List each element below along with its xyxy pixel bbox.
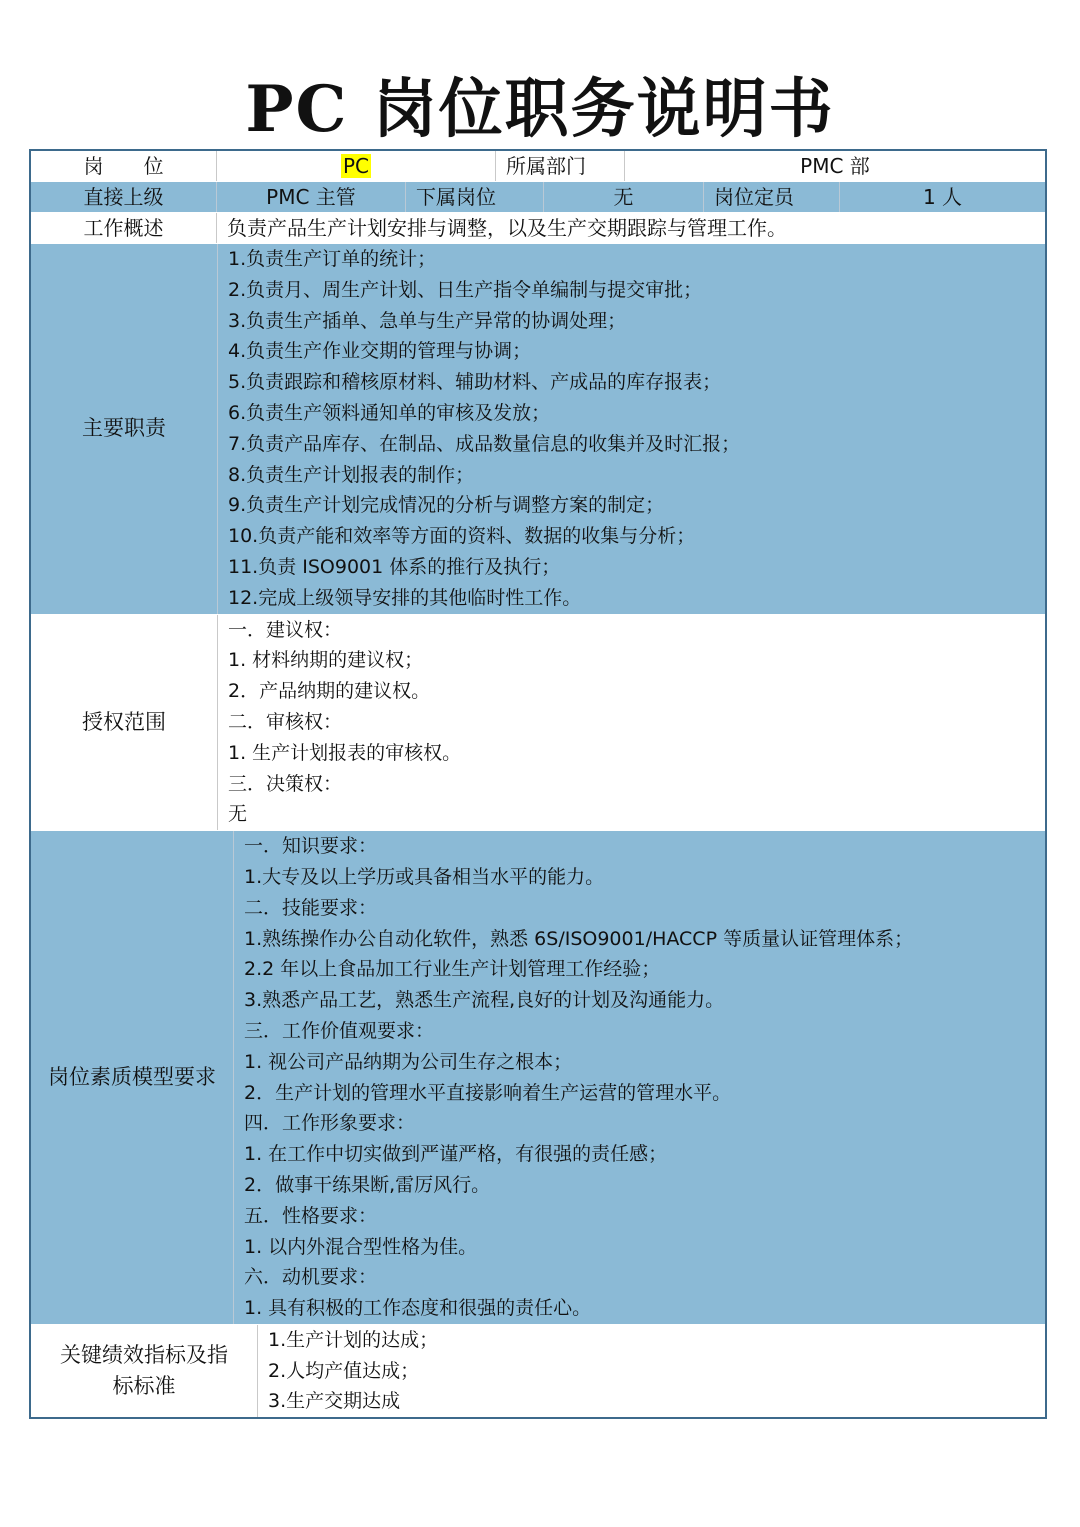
- list-item: 1. 视公司产品纳期为公司生存之根本；: [244, 1050, 573, 1073]
- list-item: 二．审核权：: [228, 710, 343, 733]
- headcount-value: 1 人: [922, 185, 963, 209]
- superior-value: PMC 主管: [217, 182, 406, 212]
- list-item: 3.负责生产插单、急单与生产异常的协调处理；: [228, 309, 627, 332]
- list-item: 二．技能要求：: [244, 896, 378, 919]
- list-item: 1.生产计划的达成；: [268, 1328, 439, 1351]
- kpi-list: [258, 1325, 1045, 1417]
- dept-label: 所属部门: [496, 151, 625, 181]
- competency-list: [234, 831, 1045, 1324]
- list-item: 2.人均产值达成；: [268, 1359, 420, 1382]
- superior-row: [31, 182, 1045, 213]
- list-item: 五．性格要求：: [244, 1204, 378, 1227]
- kpi-row: [31, 1325, 1045, 1417]
- list-item: 一．建议权：: [228, 618, 343, 641]
- subordinate-label: 下属岗位: [406, 182, 544, 212]
- superior-label: 直接上级: [31, 182, 217, 212]
- duties-row: [31, 244, 1045, 615]
- subordinate-value: 无: [544, 182, 704, 212]
- list-item: 2．做事干练果断,雷厉风行。: [244, 1173, 491, 1196]
- headcount-label: 岗位定员: [704, 182, 840, 212]
- list-item: 六．动机要求：: [244, 1266, 378, 1289]
- authority-label: 授权范围: [31, 615, 218, 831]
- list-item: 7.负责产品库存、在制品、成品数量信息的收集并及时汇报；: [228, 432, 741, 455]
- job-description-table: [29, 149, 1047, 1419]
- list-item: 8.负责生产计划报表的制作；: [228, 463, 475, 486]
- list-item: 一．知识要求：: [244, 835, 378, 858]
- list-item: 1.熟练操作办公自动化软件，熟悉 6S/ISO9001/HACCP 等质量认证管理体系；: [244, 927, 914, 950]
- list-item: 2．产品纳期的建议权。: [228, 680, 431, 703]
- list-item: 三．决策权：: [228, 772, 343, 795]
- overview-row: [31, 213, 1045, 244]
- kpi-label: 关键绩效指标及指标标准: [31, 1325, 258, 1417]
- list-item: 10.负责产能和效率等方面的资料、数据的收集与分析；: [228, 525, 696, 548]
- competency-row: [31, 831, 1045, 1325]
- list-item: 1. 以内外混合型性格为佳。: [244, 1235, 478, 1258]
- dept-value: PMC 部: [800, 154, 870, 178]
- competency-label: 岗位素质模型要求: [31, 831, 234, 1324]
- duties-list: [218, 244, 1045, 614]
- list-item: 2.2 年以上食品加工行业生产计划管理工作经验；: [244, 958, 661, 981]
- position-value: PC: [342, 154, 370, 178]
- list-item: 四．工作形象要求：: [244, 1112, 416, 1135]
- list-item: 1. 具有积极的工作态度和很强的责任心。: [244, 1297, 592, 1320]
- list-item: 9.负责生产计划完成情况的分析与调整方案的制定；: [228, 494, 665, 517]
- position-label: 岗 位: [31, 151, 217, 181]
- overview-text: 负责产品生产计划安排与调整，以及生产交期跟踪与管理工作。: [227, 216, 787, 240]
- list-item: 1.大专及以上学历或具备相当水平的能力。: [244, 865, 605, 888]
- position-value-cell: [217, 151, 496, 181]
- list-item: 三．工作价值观要求：: [244, 1019, 435, 1042]
- list-item: 无: [228, 803, 248, 826]
- list-item: 3.熟悉产品工艺，熟悉生产流程,良好的计划及沟通能力。: [244, 989, 725, 1012]
- authority-row: [31, 615, 1045, 832]
- list-item: 1. 生产计划报表的审核权。: [228, 741, 462, 764]
- list-item: 4.负责生产作业交期的管理与协调；: [228, 340, 532, 363]
- list-item: 2．生产计划的管理水平直接影响着生产运营的管理水平。: [244, 1081, 732, 1104]
- list-item: 12.完成上级领导安排的其他临时性工作。: [228, 586, 582, 609]
- list-item: 1.负责生产订单的统计；: [228, 248, 437, 270]
- list-item: 1. 在工作中切实做到严谨严格，有很强的责任感；: [244, 1143, 668, 1166]
- authority-list: [218, 615, 1045, 831]
- list-item: 6.负责生产领料通知单的审核及发放；: [228, 401, 551, 424]
- position-row: [31, 151, 1045, 182]
- list-item: 2.负责月、周生产计划、日生产指令单编制与提交审批；: [228, 278, 703, 301]
- list-item: 1. 材料纳期的建议权；: [228, 649, 424, 672]
- list-item: 11.负责 ISO9001 体系的推行及执行；: [228, 555, 561, 578]
- document-title: PC 岗位职务说明书: [245, 72, 835, 147]
- list-item: 5.负责跟踪和稽核原材料、辅助材料、产成品的库存报表；: [228, 371, 722, 394]
- overview-label: 工作概述: [31, 213, 217, 243]
- duties-label: 主要职责: [31, 244, 218, 614]
- list-item: 3.生产交期达成: [268, 1390, 401, 1413]
